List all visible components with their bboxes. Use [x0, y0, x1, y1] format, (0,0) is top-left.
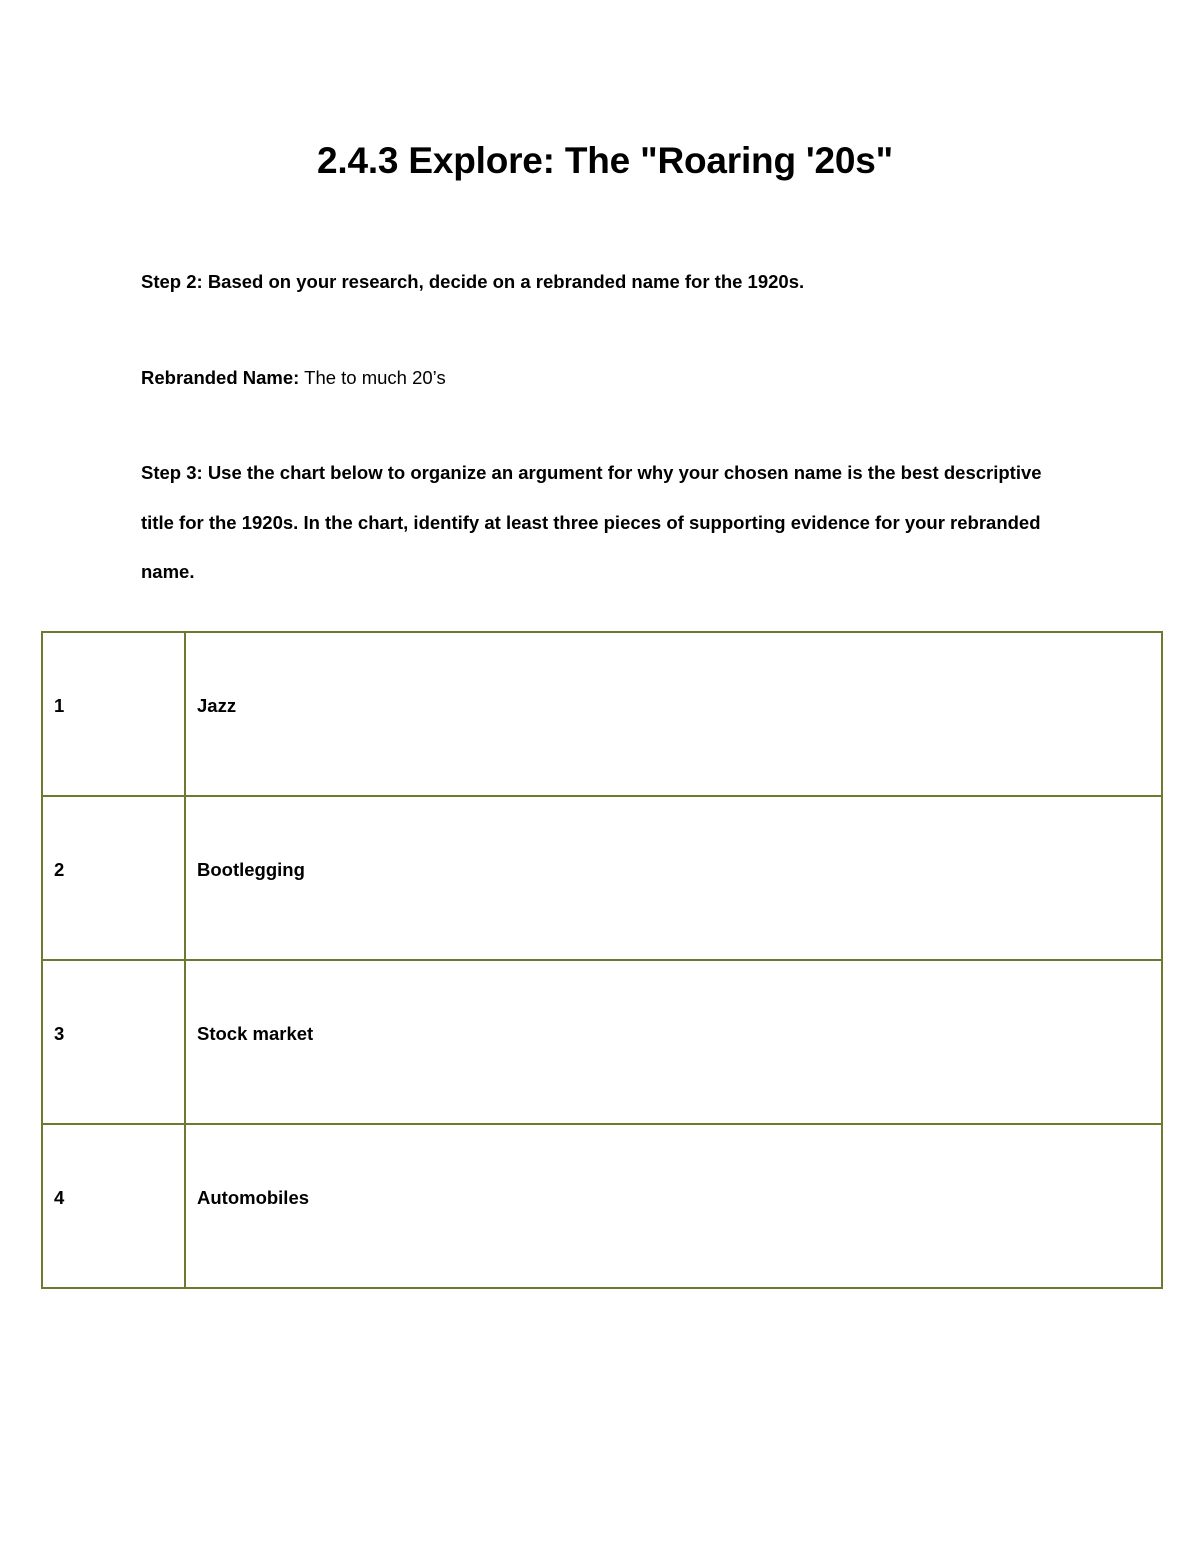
row-number-cell [42, 632, 185, 796]
row-number-cell [42, 960, 185, 1124]
table-row [42, 960, 1162, 1124]
table-row [42, 1124, 1162, 1288]
evidence-cell[interactable] [185, 796, 1162, 960]
evidence-table [41, 631, 1163, 1289]
evidence-cell[interactable] [185, 960, 1162, 1124]
row-number: 2 [54, 859, 65, 880]
step-3-instructions: Step 3: Use the chart below to organize an argument for why your chosen name is the best descriptive title for the 1920s. In the chart, identify at least three pieces of supporting evidence for your rebranded name. [141, 462, 1042, 582]
row-number-cell [42, 1124, 185, 1288]
row-number-cell [42, 796, 185, 960]
evidence-cell[interactable] [185, 632, 1162, 796]
rebranded-name-value[interactable]: The to much 20’s [304, 367, 446, 388]
row-number: 4 [54, 1187, 65, 1208]
page-title: 2.4.3 Explore: The "Roaring '20s" [316, 140, 894, 181]
evidence-cell[interactable] [185, 1124, 1162, 1288]
row-number: 3 [54, 1023, 65, 1044]
evidence-text: Bootlegging [197, 859, 305, 880]
evidence-text: Stock market [197, 1023, 314, 1044]
row-number: 1 [54, 695, 65, 716]
evidence-text: Jazz [197, 695, 237, 716]
rebranded-name-label: Rebranded Name: [141, 367, 300, 388]
table-row [42, 796, 1162, 960]
step-2-instructions: Step 2: Based on your research, decide on a rebranded name for the 1920s. [141, 271, 805, 292]
rebranded-name-line [141, 367, 446, 389]
evidence-text: Automobiles [197, 1187, 310, 1208]
table-row [42, 632, 1162, 796]
